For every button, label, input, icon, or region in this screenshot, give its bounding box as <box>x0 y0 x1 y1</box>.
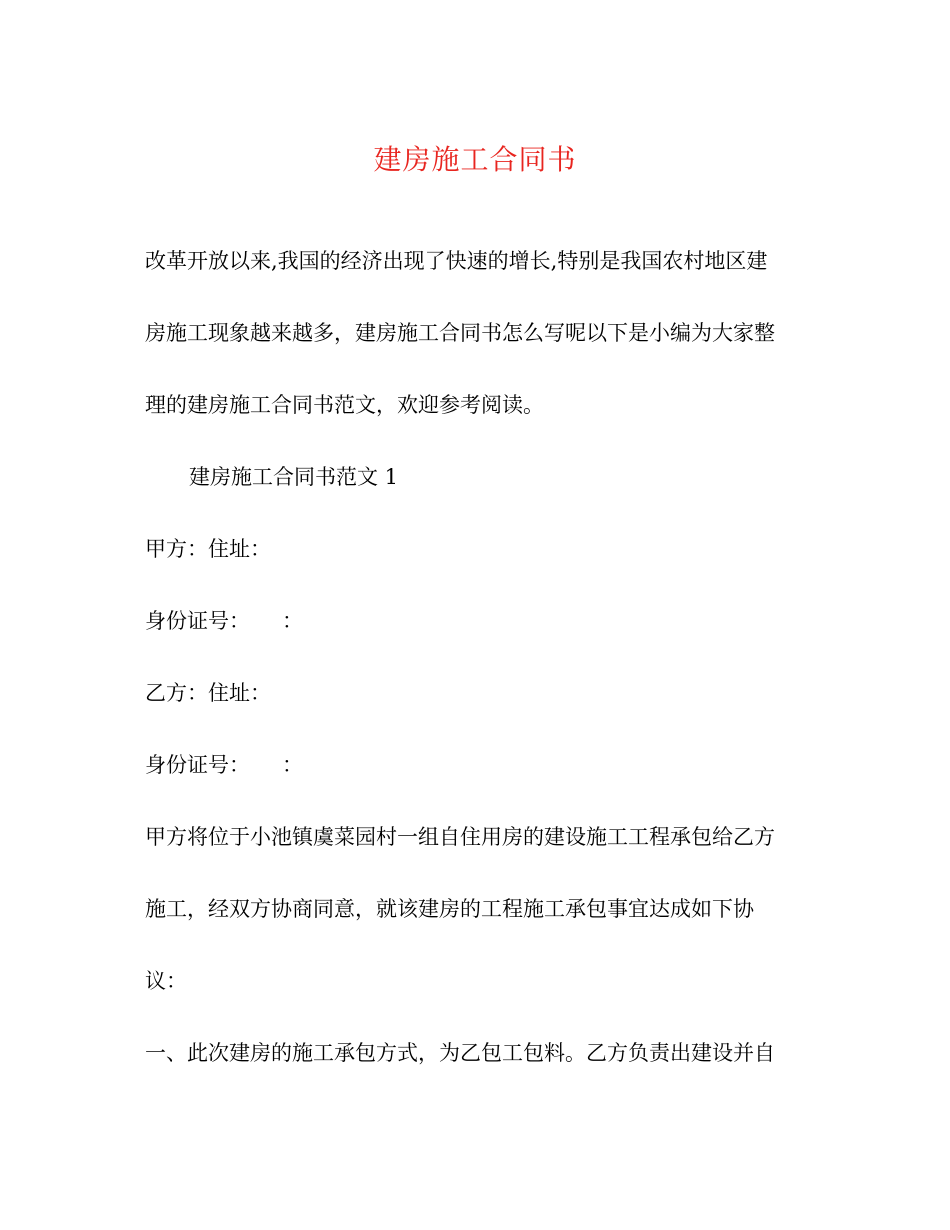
party-b-address-label: 住址： <box>208 681 271 705</box>
intro-line-1: 改革开放以来,我国的经济出现了快速的增长,特别是我国农村地区建 <box>145 249 768 273</box>
agreement-line-3: 议： <box>145 969 187 993</box>
party-a-line <box>145 513 805 585</box>
intro-line-2: 房施工现象越来越多，建房施工合同书怎么写呢以下是小编为大家整 <box>145 321 775 345</box>
party-b-line <box>145 657 805 729</box>
document-body <box>145 225 805 1089</box>
party-a-address-label: 住址： <box>208 537 271 561</box>
party-b-id-line <box>145 729 805 801</box>
intro-line-3: 理的建房施工合同书范文，欢迎参考阅读。 <box>145 393 544 417</box>
party-b-id-colon: ： <box>282 753 303 777</box>
party-a-id-line <box>145 585 805 657</box>
party-a-id-label: 身份证号： <box>145 609 250 633</box>
agreement-line-1: 甲方将位于小池镇虞菜园村一组自住用房的建设施工工程承包给乙方 <box>145 825 775 849</box>
party-a-label: 甲方： <box>145 537 208 561</box>
clause-1-line: 一、此次建房的施工承包方式，为乙包工包料。乙方负责出建设并自 <box>145 1041 775 1065</box>
party-b-label: 乙方： <box>145 681 208 705</box>
party-a-id-colon: ： <box>282 609 303 633</box>
party-b-id-label: 身份证号： <box>145 753 250 777</box>
agreement-line-2: 施工，经双方协商同意，就该建房的工程施工承包事宜达成如下协 <box>145 897 754 921</box>
section-heading: 建房施工合同书范文 1 <box>189 465 399 489</box>
document-title: 建房施工合同书 <box>373 143 577 176</box>
